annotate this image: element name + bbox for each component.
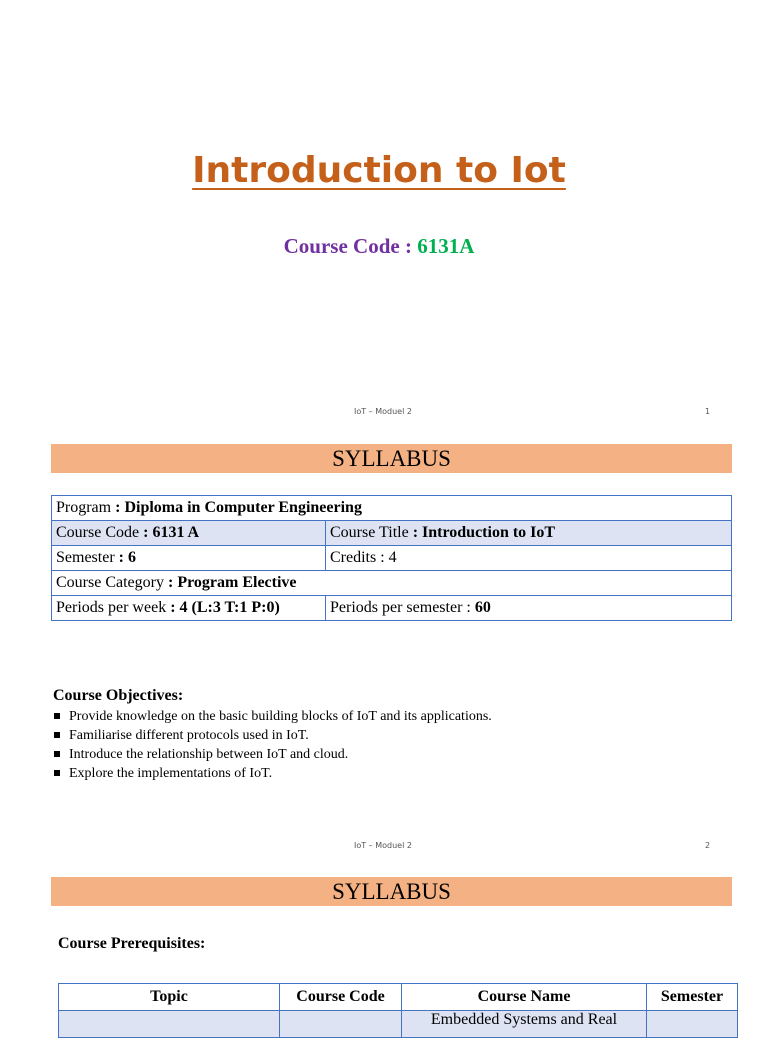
- table-row: [59, 1011, 738, 1038]
- credits-value: 4: [388, 549, 397, 566]
- periods-week-value: : 4 (L:3 T:1 P:0): [170, 599, 280, 616]
- prerequisites-table: [58, 983, 738, 1038]
- list-item: Introduce the relationship between IoT and cloud.: [53, 745, 753, 764]
- course-code-label: Course Code: [56, 524, 144, 541]
- header-topic: Topic: [59, 984, 280, 1011]
- table-row: [52, 546, 732, 571]
- credits-cell: [326, 546, 732, 571]
- periods-sem-cell: [326, 596, 732, 621]
- program-value: : Diploma in Computer Engineering: [115, 499, 362, 516]
- prerequisites-title: Course Prerequisites:: [58, 935, 206, 952]
- category-value: : Program Elective: [167, 574, 297, 591]
- course-title-value: : Introduction to IoT: [412, 524, 556, 541]
- course-code-cell: [52, 521, 326, 546]
- list-item: Provide knowledge on the basic building blocks of IoT and its applications.: [53, 707, 753, 726]
- course-objectives: [53, 687, 753, 783]
- semester-label: Semester: [56, 549, 119, 566]
- slide-footer-text: IoT – Moduel 2: [354, 407, 412, 416]
- list-item: Explore the implementations of IoT.: [53, 764, 753, 783]
- course-code-value: 6131A: [417, 234, 475, 258]
- slide-page-number: 2: [705, 841, 711, 850]
- table-row: [52, 571, 732, 596]
- course-title-label: Course Title: [330, 524, 413, 541]
- cell-course-name: Embedded Systems and Real: [402, 1011, 647, 1038]
- program-cell: [52, 496, 732, 521]
- periods-week-label: Periods per week: [56, 599, 171, 616]
- cell-semester: [647, 1011, 738, 1038]
- objectives-list: [53, 707, 753, 783]
- periods-week-cell: [52, 596, 326, 621]
- course-code-value: : 6131 A: [143, 524, 200, 541]
- program-label: Program: [56, 499, 116, 516]
- syllabus-banner: SYLLABUS: [51, 444, 732, 473]
- objectives-title: Course Objectives:: [53, 687, 184, 704]
- semester-cell: [52, 546, 326, 571]
- list-item: Familiarise different protocols used in IoT.: [53, 726, 753, 745]
- course-code-line: [0, 234, 758, 259]
- table-row: [52, 496, 732, 521]
- periods-sem-label: Periods per semester :: [330, 599, 475, 616]
- periods-sem-value: 60: [474, 599, 491, 616]
- header-course-code: Course Code: [280, 984, 402, 1011]
- header-semester: Semester: [647, 984, 738, 1011]
- cell-course-code: [280, 1011, 402, 1038]
- table-row: [52, 521, 732, 546]
- slide-title: Introduction to Iot: [192, 150, 566, 191]
- cell-topic: [59, 1011, 280, 1038]
- slide-page-number: 1: [705, 407, 711, 416]
- semester-value: : 6: [118, 549, 136, 566]
- course-info-table: [51, 495, 732, 621]
- category-cell: [52, 571, 732, 596]
- credits-label: Credits :: [330, 549, 389, 566]
- table-header-row: [59, 984, 738, 1011]
- course-title-cell: [326, 521, 732, 546]
- category-label: Course Category: [56, 574, 168, 591]
- course-code-label: Course Code :: [283, 234, 418, 258]
- header-course-name: Course Name: [402, 984, 647, 1011]
- table-row: [52, 596, 732, 621]
- syllabus-banner: SYLLABUS: [51, 877, 732, 906]
- slide-footer-text: IoT – Moduel 2: [354, 841, 412, 850]
